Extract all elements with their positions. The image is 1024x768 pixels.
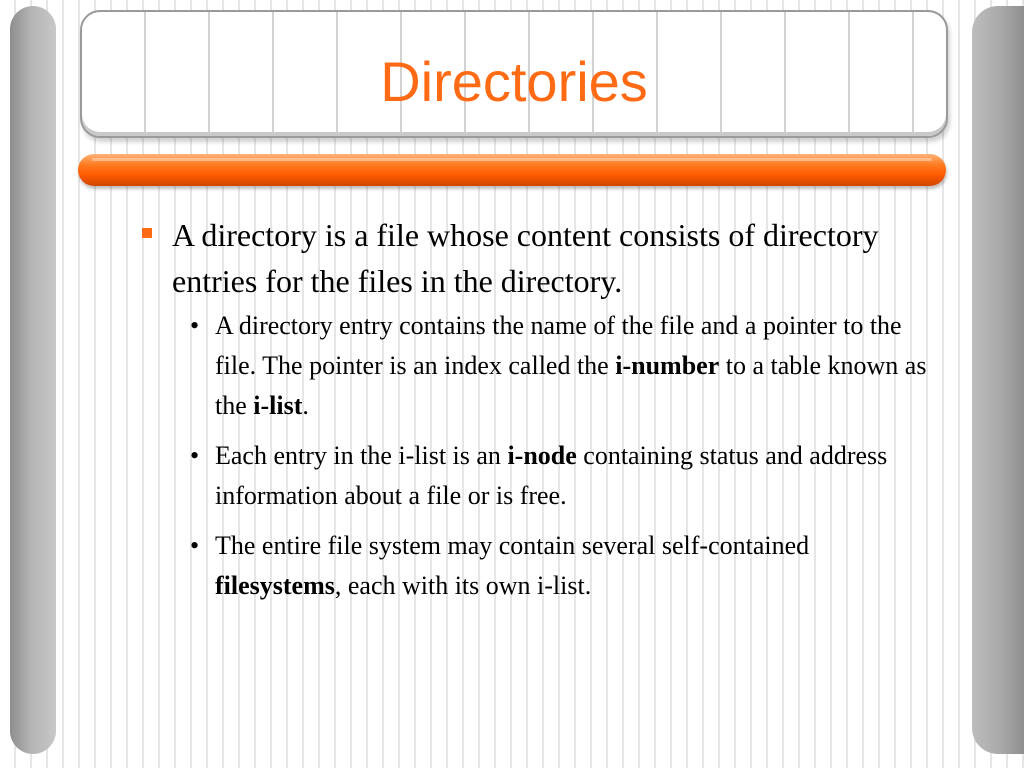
sub-bullet-text: Each entry in the i-list is an [215,441,508,470]
orange-divider-bar [78,154,946,186]
sub-bullet-text: The entire file system may contain several self-contained [215,531,810,560]
sub-bullet-text: containing status and address information about a file or is free. [215,441,888,510]
term-i-number: i-number [615,351,720,380]
sub-bullet-list [184,306,940,606]
main-bullet-item [140,212,940,304]
sub-bullet-text: . [302,391,309,420]
slide-title: Directories [380,50,648,113]
sub-bullet-item [184,306,940,426]
dot-bullet-icon: • [190,311,200,340]
sub-bullet-text: A directory entry contains the name of the file and a pointer to the file. The pointer is an index called the [215,311,902,380]
sub-bullet-item [184,526,940,606]
square-bullet-icon [142,228,152,238]
sub-bullet-text: , each with its own i-list. [334,571,592,600]
slide-body [140,212,940,616]
left-decorative-bar [10,6,56,754]
dot-bullet-icon: • [190,531,200,560]
term-i-list: i-list [253,391,303,420]
term-i-node: i-node [507,441,577,470]
dot-bullet-icon: • [190,441,200,470]
term-filesystems: filesystems [215,571,335,600]
main-bullet-text: A directory is a file whose content consists of directory entries for the files in the directory. [172,217,879,299]
right-decorative-bar [972,6,1024,754]
sub-bullet-text: to a table known as the [215,351,927,420]
sub-bullet-item [184,436,940,516]
